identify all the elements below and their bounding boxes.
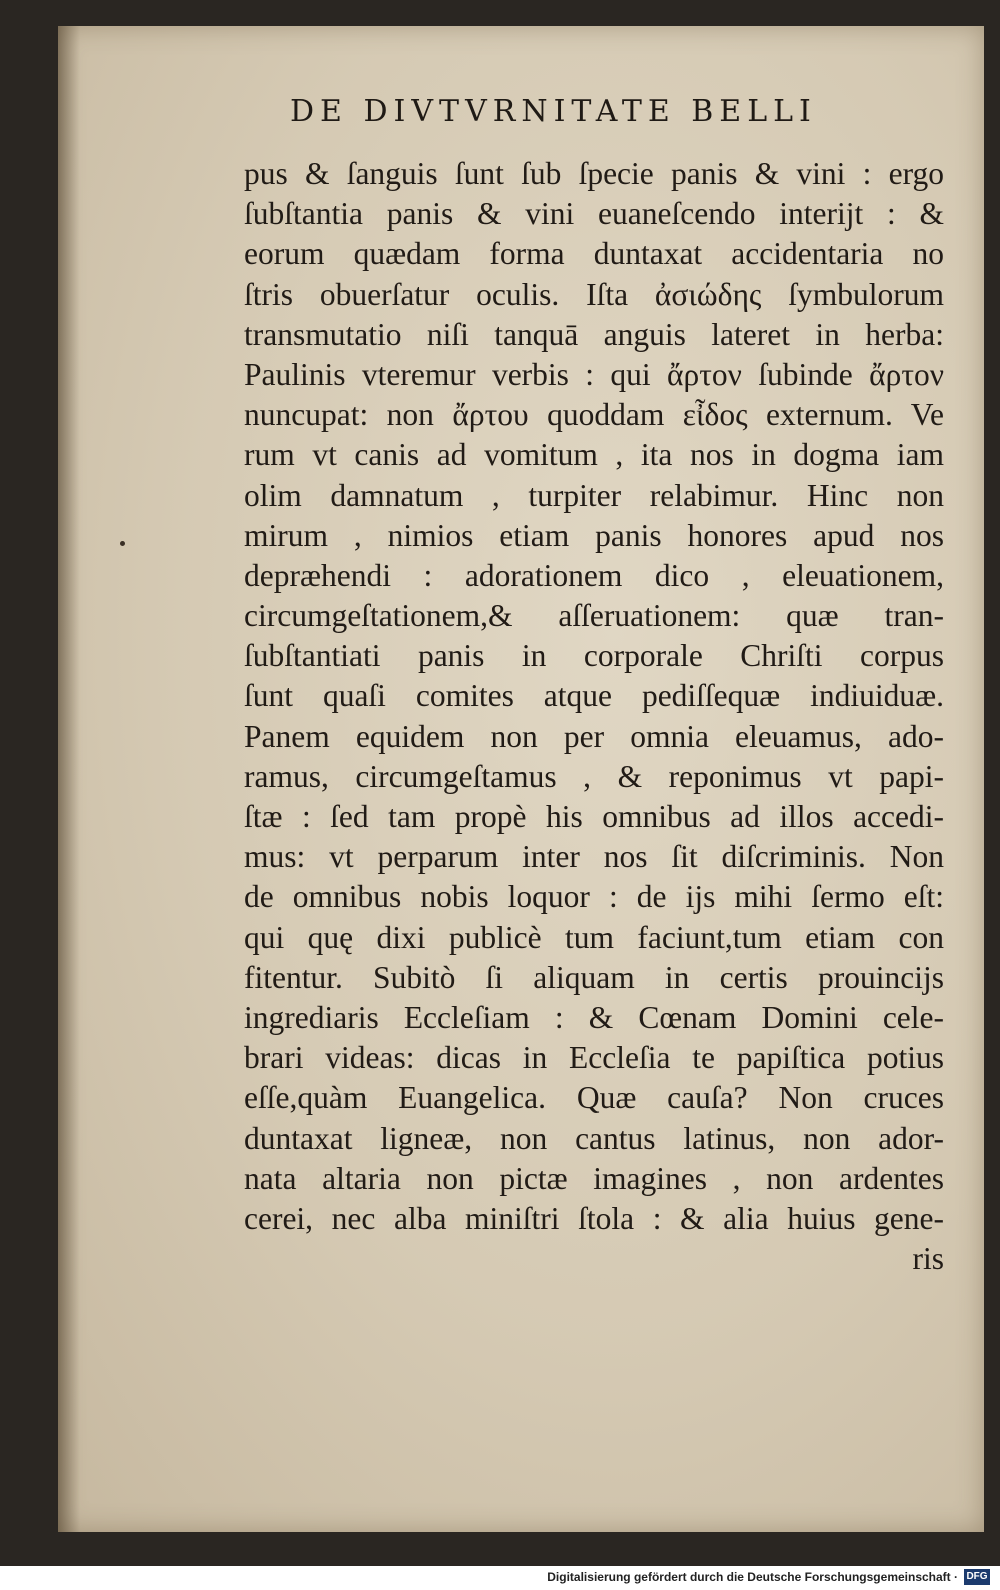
- text-line: Paulinis vteremur verbis : qui ἄρτον ſubinde ἄρτον: [244, 356, 944, 392]
- text-line: qui quę dixi publicè tum faciunt,tum etiam con: [244, 919, 944, 955]
- text-line: nuncupat: non ἄρτου quoddam εἶδος externum. Ve: [244, 397, 944, 433]
- text-line: ſubſtantia panis & vini euaneſcendo interijt : &: [244, 196, 944, 232]
- text-line: de omnibus nobis loquor : de ijs mihi ſermo eſt:: [244, 879, 944, 915]
- text-line: cerei, nec alba miniſtri ſtola : & alia huius gene-: [244, 1200, 944, 1236]
- text-line: ſtris obuerſatur oculis. Iſta ἀσιώδης ſymbulorum: [244, 276, 944, 312]
- footer-bar: [0, 1566, 1000, 1590]
- text-line: pus & ſanguis ſunt ſub ſpecie panis & vini : ergo: [244, 156, 944, 191]
- text-line: fitentur. Subitò ſi aliquam in certis prouincijs: [244, 959, 944, 995]
- text-line: eorum quædam forma duntaxat accidentaria no: [244, 236, 944, 272]
- text-line: mirum , nimios etiam panis honores apud nos: [244, 517, 944, 553]
- text-line: brari videas: dicas in Eccleſia te papiſtica potius: [244, 1040, 944, 1076]
- text-line: ſubſtantiati panis in corporale Chriſti corpus: [244, 638, 944, 674]
- text-line: rum vt canis ad vomitum , ita nos in dogma iam: [244, 437, 944, 473]
- gutter-shadow: [58, 26, 80, 1532]
- text-line: ramus, circumgeſtamus , & reponimus vt papi-: [244, 758, 944, 794]
- text-line: nata altaria non pictæ imagines , non ardentes: [244, 1160, 944, 1196]
- text-line: eſſe,quàm Euangelica. Quæ cauſa? Non cruces: [244, 1080, 944, 1116]
- text-line: mus: vt perparum inter nos ſit diſcriminis. Non: [244, 839, 944, 875]
- ink-speck: [120, 541, 125, 546]
- text-line: circumgeſtationem,& aſſeruationem: quæ tran-: [244, 598, 944, 634]
- body-text: [244, 154, 944, 1279]
- catchword: ris: [912, 1241, 944, 1277]
- dfg-logo: DFG: [964, 1569, 990, 1585]
- text-line: ſunt quaſi comites atque pediſſequæ indiuiduæ.: [244, 678, 944, 714]
- text-line: duntaxat ligneæ, non cantus latinus, non ador-: [244, 1120, 944, 1156]
- book-page: [58, 26, 984, 1532]
- text-line: ingrediaris Eccleſiam : & Cœnam Domini cele-: [244, 999, 944, 1035]
- text-line: depræhendi : adorationem dico , eleuationem,: [244, 557, 944, 593]
- text-line: olim damnatum , turpiter relabimur. Hinc non: [244, 477, 944, 513]
- funding-credit: Digitalisierung gefördert durch die Deutsche Forschungsgemeinschaft ·: [547, 1570, 958, 1584]
- text-line: ſtæ : ſed tam propè his omnibus ad illos accedi-: [244, 799, 944, 834]
- text-line: Panem equidem non per omnia eleuamus, ado-: [244, 718, 944, 754]
- text-line: transmutatio niſi tanquā anguis lateret in herba:: [244, 316, 944, 352]
- running-head: DE DIVTVRNITATE BELLI: [290, 94, 817, 129]
